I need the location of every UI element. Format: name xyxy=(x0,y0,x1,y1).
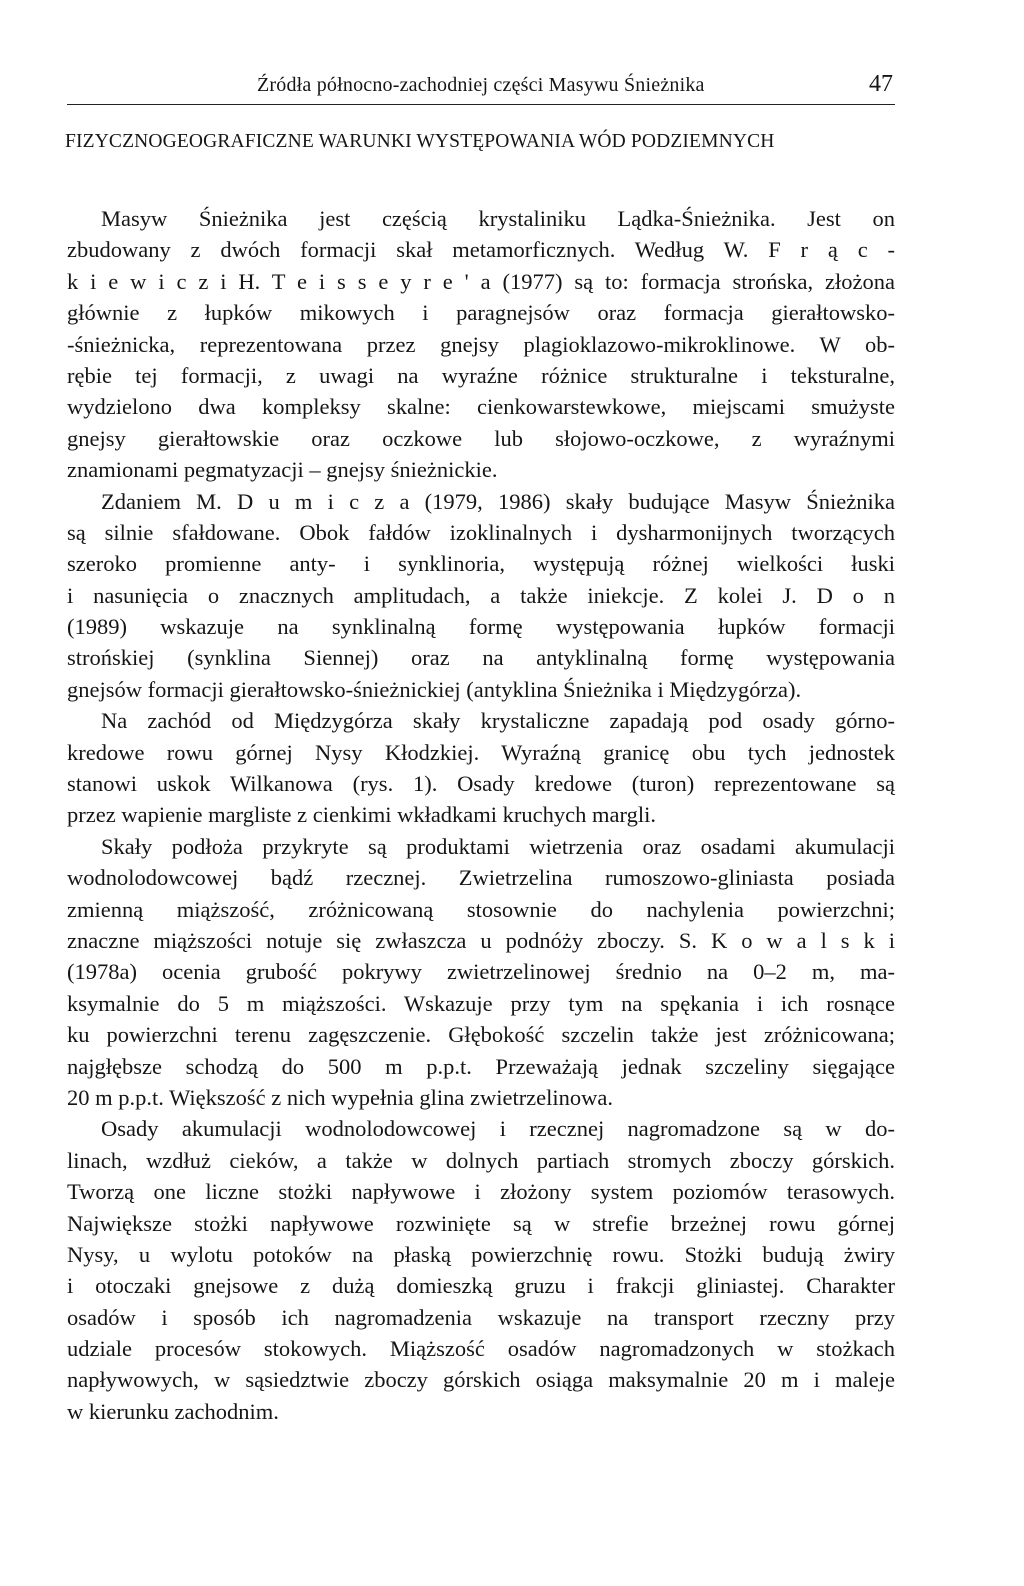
text-line: -śnieżnicka, reprezentowana przez gnejsy plagioklazowo-mikroklinowe. W ob- xyxy=(67,331,895,357)
text-line: Tworzą one liczne stożki napływowe i złożony system poziomów terasowych. xyxy=(67,1179,895,1205)
running-header xyxy=(67,68,895,105)
running-title: Źródła północno-zachodniej części Masywu Śnieżnika xyxy=(257,74,705,96)
text-line: znamionami pegmatyzacji – gnejsy śnieżnickie. xyxy=(67,457,498,483)
text-line: wodnolodowcowej bądź rzecznej. Zwietrzelina rumoszowo-gliniasta posiada xyxy=(67,865,895,891)
text-line: strońskiej (synklina Siennej) oraz na antyklinalną formę występowania xyxy=(67,645,895,671)
text-line: przez wapienie margliste z cienkimi wkładkami kruchych margli. xyxy=(67,802,656,828)
text-line: głównie z łupków mikowych i paragnejsów oraz formacja gierałtowsko- xyxy=(67,300,895,326)
page-number: 47 xyxy=(869,71,893,97)
text-line: zmienną miąższość, zróżnicowaną stosownie do nachylenia powierzchni; xyxy=(67,896,895,922)
text-line: kredowe rowu górnej Nysy Kłodzkiej. Wyraźną granicę obu tych jednostek xyxy=(67,739,895,765)
document-page xyxy=(67,68,895,1427)
text-line: ksymalnie do 5 m miąższości. Wskazuje przy tym na spękania i ich rosnące xyxy=(67,990,895,1016)
text-line: gnejsów formacji gierałtowsko-śnieżnickiej (antyklina Śnieżnika i Międzygórza). xyxy=(67,676,802,702)
text-line: Na zachód od Międzygórza skały krystaliczne zapadają pod osady górno- xyxy=(101,708,895,734)
text-line: osadów i sposób ich nagromadzenia wskazuje na transport rzeczny przy xyxy=(67,1304,895,1330)
text-line: znaczne miąższości notuje się zwłaszcza u podnóży zboczy. S. K o w a l s k i xyxy=(67,927,895,953)
text-line: k i e w i c z i H. T e i s s e y r e ' a (1977) są to: formacja strońska, złożona xyxy=(67,268,895,294)
section-title: FIZYCZNOGEOGRAFICZNE WARUNKI WYSTĘPOWANIA WÓD PODZIEMNYCH xyxy=(65,131,775,152)
text-line: udziale procesów stokowych. Miąższość osadów nagromadzonych w stożkach xyxy=(67,1336,895,1362)
text-line: stanowi uskok Wilkanowa (rys. 1). Osady kredowe (turon) reprezentowane są xyxy=(67,771,895,797)
text-line: wydzielono dwa kompleksy skalne: cienkowarstewkowe, miejscami smużyste xyxy=(67,394,895,420)
text-line: najgłębsze schodzą do 500 m p.p.t. Przeważają jednak szczeliny sięgające xyxy=(67,1053,895,1079)
text-line: i nasunięcia o znacznych amplitudach, a także iniekcje. Z kolei J. D o n xyxy=(67,582,895,608)
text-line: w kierunku zachodnim. xyxy=(67,1398,279,1424)
text-line: Skały podłoża przykryte są produktami wietrzenia oraz osadami akumulacji xyxy=(101,833,895,859)
text-line: Masyw Śnieżnika jest częścią krystaliniku Lądka-Śnieżnika. Jest on xyxy=(101,206,895,231)
text-line: napływowych, w sąsiedztwie zboczy górskich osiąga maksymalnie 20 m i maleje xyxy=(67,1367,895,1393)
text-line: gnejsy gierałtowskie oraz oczkowe lub słojowo-oczkowe, z wyraźnymi xyxy=(67,425,895,451)
text-line: Osady akumulacji wodnolodowcowej i rzecznej nagromadzone są w do- xyxy=(101,1116,895,1142)
text-line: Zdaniem M. D u m i c z a (1979, 1986) skały budujące Masyw Śnieżnika xyxy=(101,488,895,514)
text-line: zbudowany z dwóch formacji skał metamorficznych. Według W. F r ą c - xyxy=(67,237,895,263)
text-line: i otoczaki gnejsowe z dużą domieszką gruzu i frakcji gliniastej. Charakter xyxy=(67,1273,895,1299)
text-line: ku powierzchni terenu zagęszczenie. Głębokość szczelin także jest zróżnicowana; xyxy=(67,1022,895,1048)
text-line: Największe stożki napływowe rozwinięte są w strefie brzeżnej rowu górnej xyxy=(67,1210,895,1236)
text-line: Nysy, u wylotu potoków na płaską powierzchnię rowu. Stożki budują żwiry xyxy=(67,1241,895,1267)
text-line: linach, wzdłuż cieków, a także w dolnych partiach stromych zboczy górskich. xyxy=(67,1147,895,1173)
text-line: są silnie sfałdowane. Obok fałdów izoklinalnych i dysharmonijnych tworzących xyxy=(67,519,895,545)
text-line: rębie tej formacji, z uwagi na wyraźne różnice strukturalne i teksturalne, xyxy=(67,362,895,388)
text-line: szeroko promienne anty- i synklinoria, występują różnej wielkości łuski xyxy=(67,551,895,577)
body-text xyxy=(67,203,895,1427)
text-line: (1978a) ocenia grubość pokrywy zwietrzelinowej średnio na 0–2 m, ma- xyxy=(67,959,895,985)
text-line: 20 m p.p.t. Większość z nich wypełnia glina zwietrzelinowa. xyxy=(67,1084,614,1110)
text-line: (1989) wskazuje na synklinalną formę występowania łupków formacji xyxy=(67,614,895,640)
